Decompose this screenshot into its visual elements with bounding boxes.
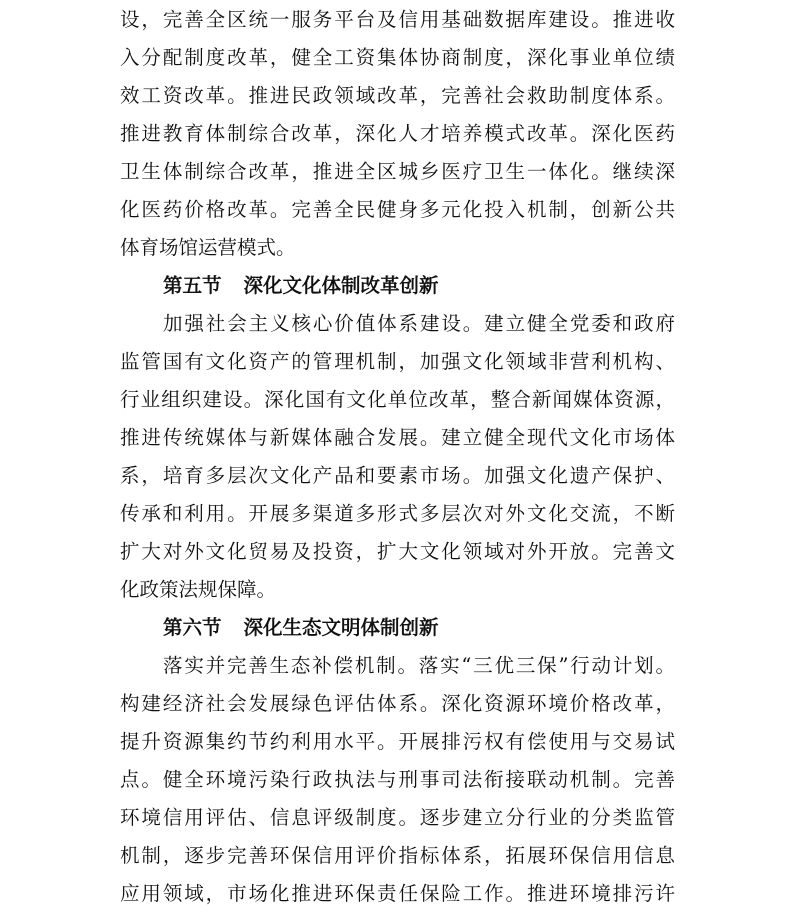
text-line: 设，完善全区统一服务平台及信用基础数据库建设。推进收 bbox=[120, 8, 675, 31]
text-line: 系，培育多层次文化产品和要素市场。加强文化遗产保护、 bbox=[120, 464, 675, 487]
text-line: 传承和利用。开展多渠道多形式多层次对外文化交流，不断 bbox=[120, 502, 675, 525]
text-line: 扩大对外文化贸易及投资，扩大文化领域对外开放。完善文 bbox=[120, 540, 675, 563]
section-number: 第六节 bbox=[163, 616, 222, 639]
text-line: 入分配制度改革，健全工资集体协商制度，深化事业单位绩 bbox=[120, 46, 675, 69]
text-line: 监管国有文化资产的管理机制，加强文化领域非营利机构、 bbox=[120, 350, 675, 373]
text-line: 落实并完善生态补偿机制。落实“三优三保”行动计划。 bbox=[163, 654, 675, 677]
text-line: 应用领域，市场化推进环保责任保险工作。推进环境排污许 bbox=[120, 882, 675, 905]
text-line: 提升资源集约节约利用水平。开展排污权有偿使用与交易试 bbox=[120, 730, 675, 753]
text-line: 推进传统媒体与新媒体融合发展。建立健全现代文化市场体 bbox=[120, 426, 675, 449]
text-line: 体育场馆运营模式。 bbox=[120, 236, 296, 259]
section-title: 深化生态文明体制创新 bbox=[243, 616, 439, 639]
text-line: 环境信用评估、信息评级制度。逐步建立分行业的分类监管 bbox=[120, 806, 675, 829]
text-line: 构建经济社会发展绿色评估体系。深化资源环境价格改革， bbox=[120, 692, 675, 715]
text-line: 点。健全环境污染行政执法与刑事司法衔接联动机制。完善 bbox=[120, 768, 675, 791]
section-heading bbox=[163, 608, 439, 648]
text-line: 效工资改革。推进民政领域改革，完善社会救助制度体系。 bbox=[120, 84, 675, 107]
text-line: 机制，逐步完善环保信用评价指标体系，拓展环保信用信息 bbox=[120, 844, 675, 867]
text-line: 化政策法规保障。 bbox=[120, 578, 277, 601]
text-line: 行业组织建设。深化国有文化单位改革，整合新闻媒体资源， bbox=[120, 388, 675, 411]
section-title: 深化文化体制改革创新 bbox=[243, 274, 439, 297]
text-line: 卫生体制综合改革，推进全区城乡医疗卫生一体化。继续深 bbox=[120, 160, 675, 183]
text-line: 加强社会主义核心价值体系建设。建立健全党委和政府 bbox=[163, 312, 675, 335]
section-number: 第五节 bbox=[163, 274, 222, 297]
text-line: 化医药价格改革。完善全民健身多元化投入机制，创新公共 bbox=[120, 198, 675, 221]
section-heading bbox=[163, 266, 439, 306]
text-line: 推进教育体制综合改革，深化人才培养模式改革。深化医药 bbox=[120, 122, 675, 145]
